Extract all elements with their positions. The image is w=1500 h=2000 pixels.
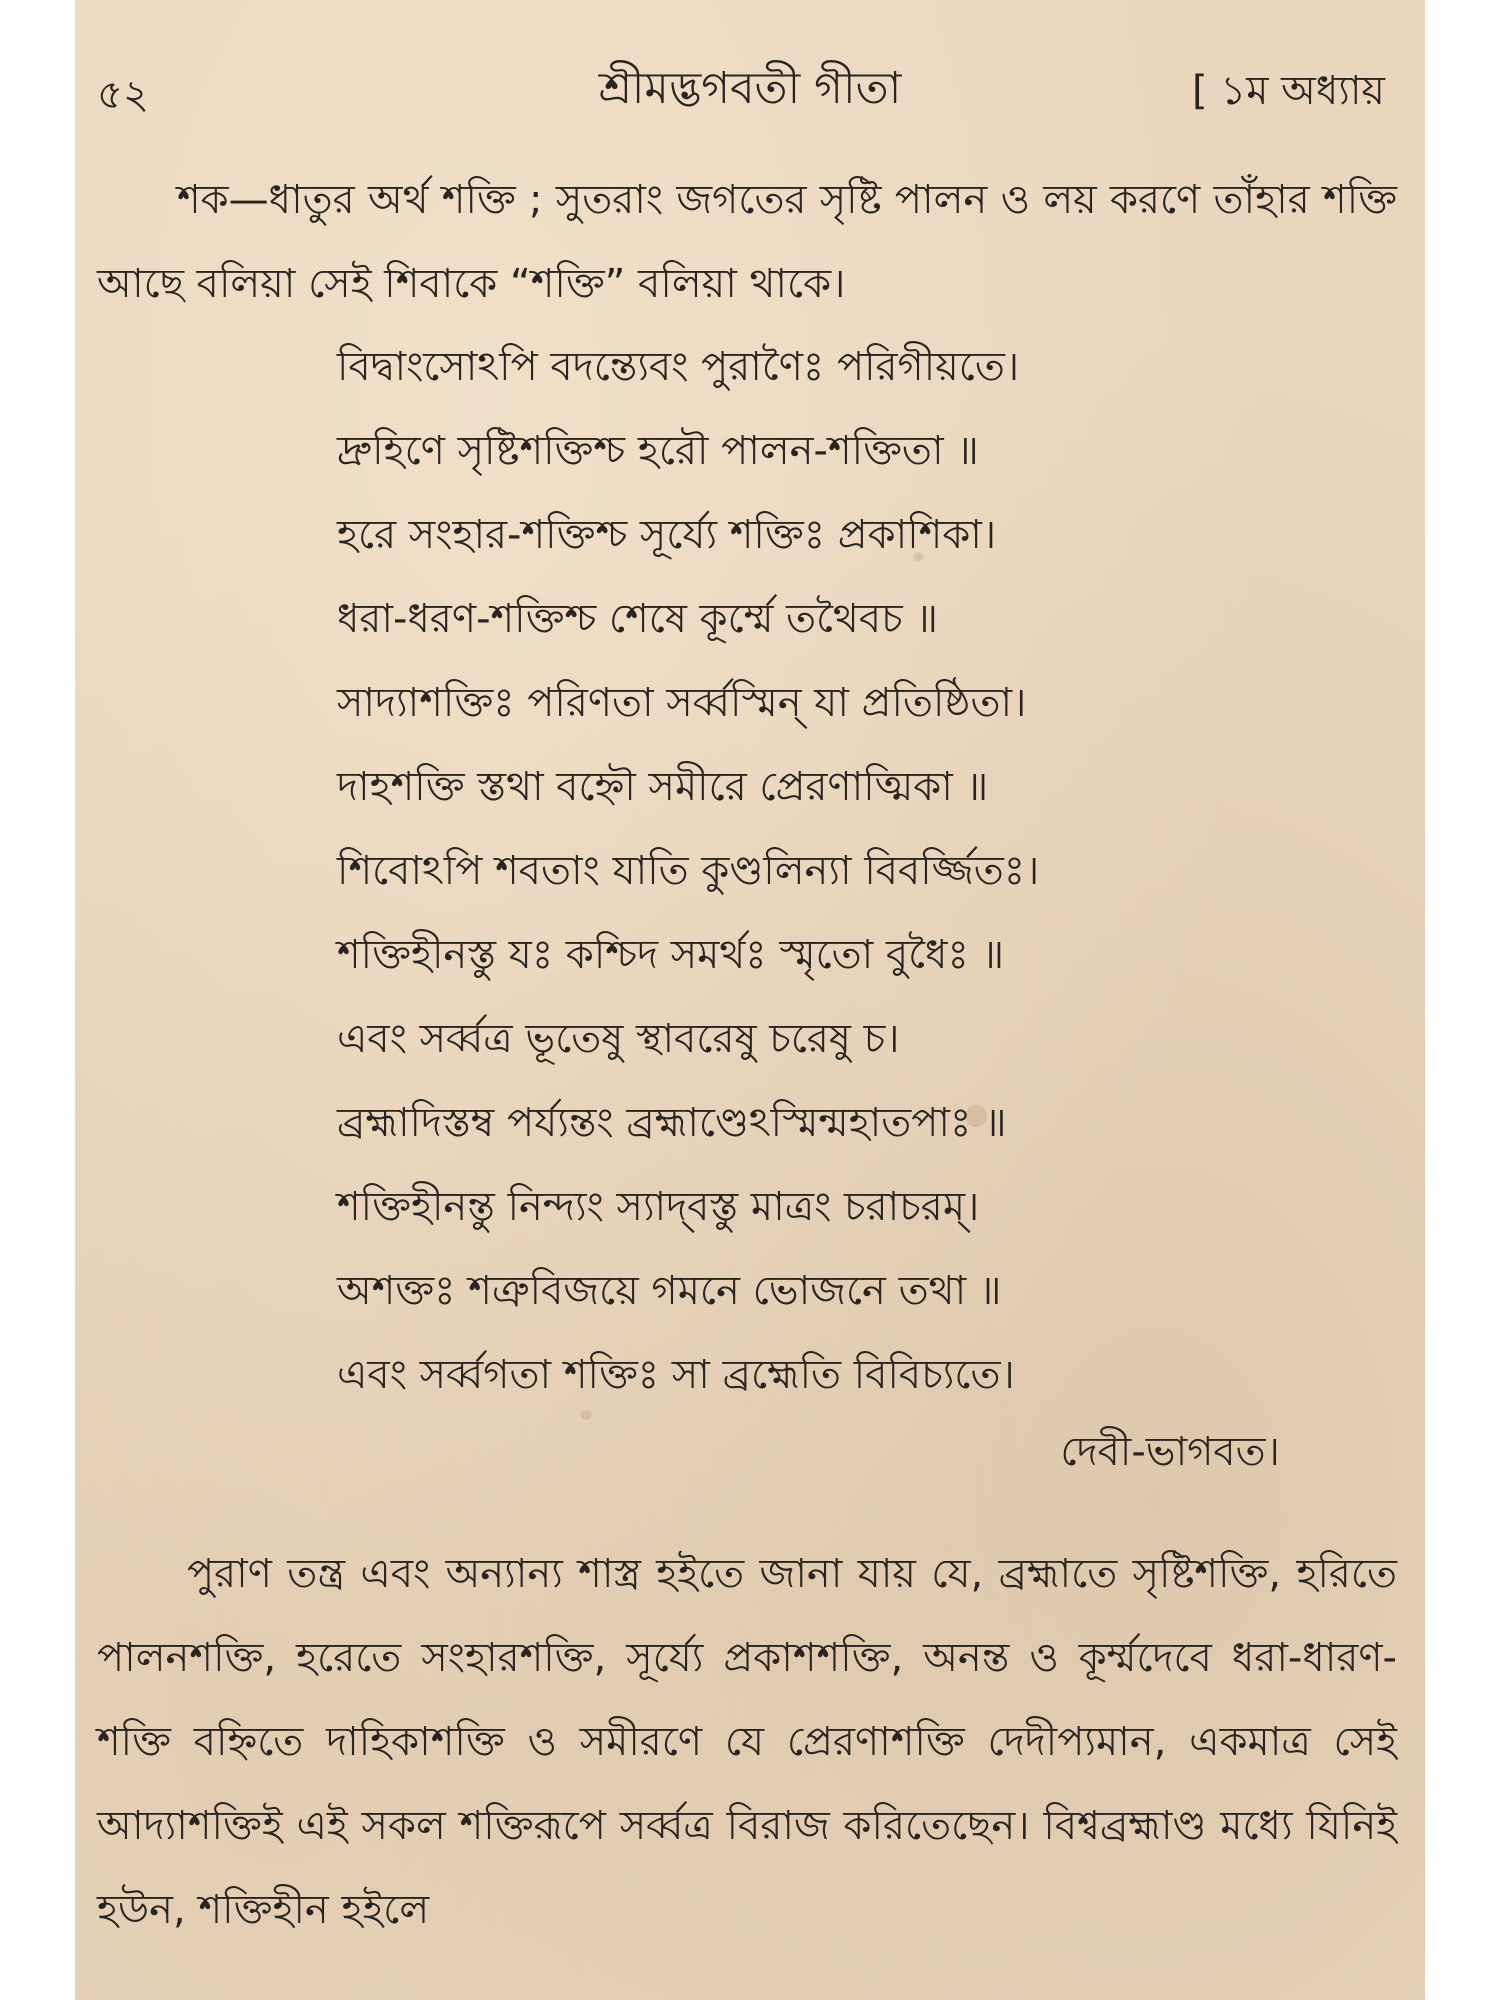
verse-line: শিবোঽপি শবতাং যাতি কুণ্ডলিন্যা বিবর্জ্জিতঃ। — [337, 848, 1040, 894]
verse-line: দাহশক্তি স্তথা বহ্নৌ সমীরে প্রেরণাত্মিকা ॥ — [337, 764, 989, 810]
verse-line: ধরা-ধরণ-শক্তিশ্চ শেষে কূর্ম্মে তথৈবচ ॥ — [337, 596, 939, 642]
verse-line: দ্রুহিণে সৃষ্টিশক্তিশ্চ হরৌ পালন-শক্তিতা ॥ — [337, 428, 979, 474]
verse-line: শক্তিহীনন্তু নিন্দ্যং স্যাদ্‌বস্তু মাত্রং চরাচরম্। — [337, 1184, 980, 1230]
verse-line: ব্রহ্মাদিস্তম্ব পর্য্যন্তং ব্রহ্মাণ্ডেঽস্মিন্মহাতপাঃ ॥ — [337, 1100, 1007, 1146]
page-number: ৫২ — [97, 72, 149, 118]
verse-line: হরে সংহার-শক্তিশ্চ সূর্য্যে শক্তিঃ প্রকাশিকা। — [337, 512, 997, 558]
intro-paragraph: শক—ধাতুর অর্থ শক্তি ; সুতরাং জগতের সৃষ্টি পালন ও লয় করণে তাঁহার শক্তি আছে বলিয়া সেই শিবাকে “শক্তি” বলিয়া থাকে। — [97, 177, 1397, 307]
verse-line: শক্তিহীনস্তু যঃ কশ্চিদ সমর্থঃ স্মৃতো বুধৈঃ ॥ — [337, 932, 1005, 978]
source-attribution: দেবী-ভাগবত। — [1060, 1429, 1280, 1475]
verse-line: সাদ্যাশক্তিঃ পরিণতা সর্ব্বস্মিন্ যা প্রতিষ্ঠিতা। — [337, 680, 1027, 726]
book-page — [75, 0, 1425, 2000]
verse-line: বিদ্বাংসোঽপি বদন্ত্যেবং পুরাণৈঃ পরিগীয়তে। — [337, 344, 1020, 390]
verse-line: এবং সর্ব্বত্র ভূতেষু স্থাবরেষু চরেষু চ। — [337, 1016, 900, 1062]
verse-line: এবং সর্ব্বগতা শক্তিঃ সা ব্রহ্মেতি বিবিচ্যতে। — [337, 1352, 1015, 1398]
verse-block — [337, 325, 1337, 1417]
running-header — [75, 55, 1425, 118]
verse-line: অশক্তঃ শত্রুবিজয়ে গমনে ভোজনে তথা ॥ — [337, 1268, 1002, 1314]
chapter-label: [ ১ম অধ্যায় — [1191, 68, 1385, 114]
book-title: শ্রীমদ্ভগবতী গীতা — [598, 63, 902, 114]
commentary-paragraph: পুরাণ তন্ত্র এবং অন্যান্য শাস্ত্র হইতে জানা যায় যে, ব্রহ্মাতে সৃষ্টিশক্তি, হরিতে পালনশক্তি, হরেতে সংহারশক্তি, সূর্য্যে প্রকাশশক্তি, অনন্ত ও কূর্ম্মদেবে ধরা-ধারণ-শক্তি বহ্নিতে দাহিকাশক্তি ও সমীরণে যে প্রেরণাশক্তি দেদীপ্যমান, একমাত্র সেই আদ্যাশক্তিই এই সকল শক্তিরূপে সর্ব্বত্র বিরাজ করিতেছেন। বিশ্বব্রহ্মাণ্ড মধ্যে যিনিই হউন, শক্তিহীন হইলে — [97, 1551, 1397, 1933]
